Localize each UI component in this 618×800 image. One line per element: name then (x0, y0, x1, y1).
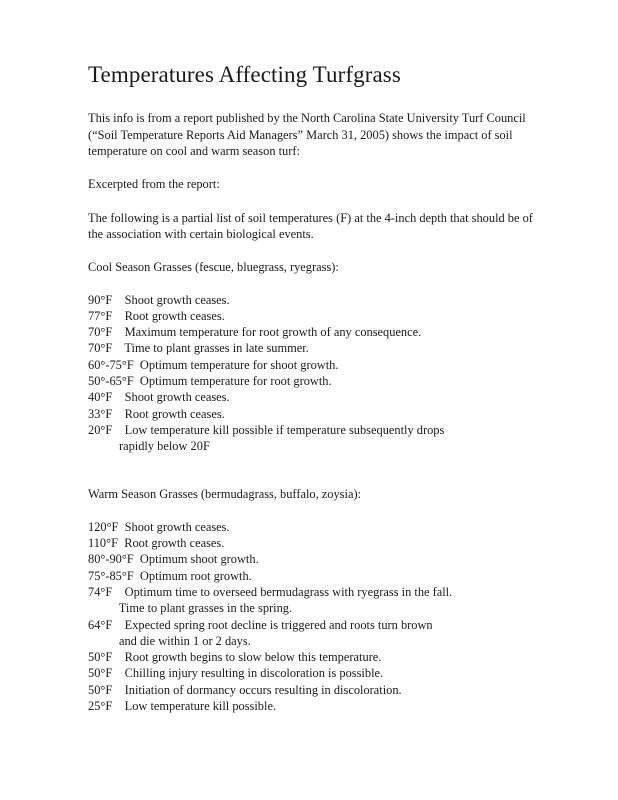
temperature-description: Optimum temperature for shoot growth. (139, 357, 339, 372)
temperature-value: 40°F (88, 390, 113, 405)
list-item (88, 357, 540, 373)
section-heading: Warm Season Grasses (bermudagrass, buffalo, zoysia): (88, 487, 362, 502)
column-gap (112, 341, 124, 355)
temperature-description: Shoot growth ceases. (124, 390, 230, 405)
column-gap (112, 666, 124, 680)
temperature-value: 64°F (88, 617, 113, 632)
temperature-value: 70°F (88, 325, 113, 340)
temperature-value: 50°F (88, 682, 113, 697)
temperature-entry (88, 373, 540, 389)
temperature-description: Optimum temperature for root growth. (139, 374, 332, 388)
section-spacer (88, 470, 540, 486)
temperature-description: Optimum root growth. (139, 568, 252, 583)
temperature-entry (88, 292, 540, 308)
list-item (88, 308, 540, 324)
temperature-value: 20°F (88, 422, 113, 437)
section-heading: Cool Season Grasses (fescue, bluegrass, ryegrass): (88, 260, 339, 275)
temperature-description: Optimum shoot growth. (139, 552, 259, 567)
list-item (88, 389, 540, 405)
temperature-description: Shoot growth ceases. (124, 292, 230, 307)
temperature-value: 110°F (88, 536, 118, 551)
temperature-description: Optimum time to overseed bermudagrass with ryegrass in the fall. (124, 584, 453, 599)
temperature-description: Root growth ceases. (124, 406, 225, 421)
temperature-description: Root growth ceases. (124, 536, 225, 551)
temperature-value: 77°F (88, 308, 113, 323)
temperature-description: Low temperature kill possible. (124, 699, 277, 714)
column-gap (112, 325, 124, 339)
temperature-value: 50°-65°F (88, 374, 134, 388)
temperature-entry (88, 682, 540, 698)
document-content (88, 62, 540, 730)
temperature-entry (88, 617, 540, 633)
list-item (88, 519, 540, 535)
temperature-description-continued: and die within 1 or 2 days. (88, 633, 251, 648)
column-gap (112, 390, 124, 404)
page-title: Temperatures Affecting Turfgrass (88, 62, 401, 87)
column-gap (112, 683, 124, 697)
list-intro-paragraph: The following is a partial list of soil temperatures (F) at the 4-inch depth that should be of the association with certain biological events. (88, 210, 533, 241)
list-item (88, 649, 540, 665)
list-item (88, 698, 540, 714)
column-gap (112, 293, 124, 307)
temperature-entry (88, 389, 540, 405)
temperature-entry (88, 551, 540, 567)
temperature-description-continued: rapidly below 20F (88, 439, 210, 454)
temperature-value: 74°F (88, 584, 113, 599)
temperature-description: Root growth begins to slow below this temperature. (124, 650, 382, 665)
temperature-entry (88, 665, 540, 681)
list-item (88, 324, 540, 340)
column-gap (112, 407, 124, 421)
list-item (88, 568, 540, 584)
temperature-list (88, 292, 540, 455)
sections-container (88, 259, 540, 714)
temperature-entry (88, 308, 540, 324)
temperature-value: 70°F (88, 341, 113, 356)
temperature-value: 75°-85°F (88, 568, 134, 583)
temperature-description: Initiation of dormancy occurs resulting in discoloration. (124, 682, 402, 697)
temperature-entry (88, 568, 540, 584)
temperature-entry (88, 698, 540, 714)
list-item (88, 406, 540, 422)
temperature-entry (88, 649, 540, 665)
list-item (88, 551, 540, 567)
column-gap (112, 699, 124, 713)
column-gap (112, 650, 124, 664)
temperature-description: Maximum temperature for root growth of any consequence. (124, 325, 422, 340)
temperature-description: Expected spring root decline is triggered and roots turn brown (124, 617, 433, 632)
temperature-value: 90°F (88, 292, 113, 307)
list-item (88, 682, 540, 698)
list-item (88, 584, 540, 617)
list-item (88, 422, 540, 455)
list-item (88, 292, 540, 308)
column-gap (112, 423, 124, 437)
temperature-entry (88, 535, 540, 551)
temperature-description: Time to plant grasses in late summer. (124, 341, 309, 356)
temperature-entry (88, 519, 540, 535)
temperature-value: 25°F (88, 699, 113, 714)
list-item (88, 340, 540, 356)
temperature-description: Chilling injury resulting in discoloration is possible. (124, 666, 384, 681)
intro-paragraph: This info is from a report published by the North Carolina State University Turf Council (“Soil Temperature Reports Aid Managers” March 31, 2005) shows the impact of soil temperature on cool and warm season turf: (88, 111, 526, 159)
temperature-description: Shoot growth ceases. (124, 519, 230, 534)
temperature-description: Root growth ceases. (124, 308, 225, 323)
temperature-entry (88, 584, 540, 600)
temperature-description: Low temperature kill possible if temperature subsequently drops (124, 422, 445, 437)
temperature-value: 60°-75°F (88, 357, 134, 372)
excerpt-label: Excerpted from the report: (88, 177, 220, 192)
temperature-description-continued: Time to plant grasses in the spring. (88, 601, 293, 616)
list-item (88, 535, 540, 551)
column-gap (112, 618, 124, 632)
temperature-value: 50°F (88, 666, 113, 681)
temperature-entry (88, 422, 540, 438)
temperature-value: 80°-90°F (88, 552, 134, 567)
temperature-entry (88, 357, 540, 373)
list-item (88, 665, 540, 681)
list-item (88, 373, 540, 389)
temperature-value: 120°F (88, 519, 119, 534)
temperature-entry (88, 340, 540, 356)
list-item (88, 617, 540, 650)
temperature-entry (88, 406, 540, 422)
temperature-list (88, 519, 540, 715)
temperature-value: 33°F (88, 406, 113, 421)
temperature-value: 50°F (88, 650, 113, 665)
column-gap (112, 309, 124, 323)
temperature-entry (88, 324, 540, 340)
column-gap (112, 585, 124, 599)
